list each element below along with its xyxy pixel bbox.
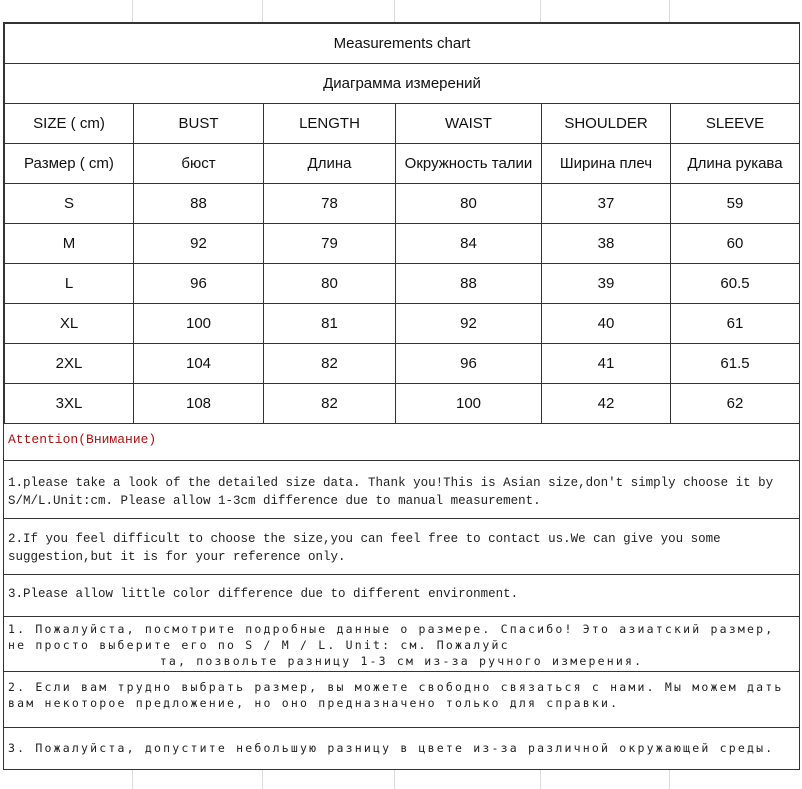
table-row — [5, 184, 800, 224]
header-cell: Длина рукава — [671, 144, 800, 184]
table-cell: 37 — [542, 184, 671, 224]
header-cell: SLEEVE — [671, 104, 800, 144]
table-cell: 88 — [396, 264, 542, 304]
size-cell: 2XL — [5, 344, 134, 384]
table-row — [5, 264, 800, 304]
chart-title-en: Measurements chart — [5, 24, 800, 64]
header-cell: LENGTH — [264, 104, 396, 144]
table-cell: 59 — [671, 184, 800, 224]
table-cell: 60 — [671, 224, 800, 264]
table-cell: 80 — [396, 184, 542, 224]
table-cell: 61.5 — [671, 344, 800, 384]
measurements-table — [4, 23, 800, 424]
table-cell: 80 — [264, 264, 396, 304]
table-cell: 39 — [542, 264, 671, 304]
header-cell: BUST — [134, 104, 264, 144]
size-cell: S — [5, 184, 134, 224]
table-cell: 62 — [671, 384, 800, 424]
table-cell: 96 — [396, 344, 542, 384]
table-cell: 100 — [134, 304, 264, 344]
note-en-3: 3.Please allow little color difference due to different environment. — [4, 575, 799, 617]
table-cell: 60.5 — [671, 264, 800, 304]
attention-heading: Attention(Внимание) — [4, 421, 799, 461]
size-chart-sheet — [3, 22, 800, 770]
table-cell: 92 — [396, 304, 542, 344]
note-ru-3: 3. Пожалуйста, допустите небольшую разницу в цвете из-за различной окружающей среды. — [8, 741, 775, 755]
table-cell: 41 — [542, 344, 671, 384]
table-cell: 88 — [134, 184, 264, 224]
table-cell: 81 — [264, 304, 396, 344]
size-cell: L — [5, 264, 134, 304]
table-cell: 92 — [134, 224, 264, 264]
note-ru-2: 2. Если вам трудно выбрать размер, вы можете свободно связаться с нами. Мы можем дать вам некоторое предложение, но оно предназначено только для справки. — [4, 672, 799, 728]
table-cell: 40 — [542, 304, 671, 344]
table-cell: 104 — [134, 344, 264, 384]
header-cell: Длина — [264, 144, 396, 184]
table-cell: 96 — [134, 264, 264, 304]
notes-section — [4, 421, 799, 783]
header-cell: Окружность талии — [396, 144, 542, 184]
table-row — [5, 384, 800, 424]
size-cell: 3XL — [5, 384, 134, 424]
note-en-1: 1.please take a look of the detailed size data. Thank you!This is Asian size,don't simply choose it by S/M/L.Unit:cm. Please allow 1-3cm difference due to manual measurement. — [4, 461, 799, 519]
table-cell: 100 — [396, 384, 542, 424]
header-row-en — [5, 104, 800, 144]
table-cell: 82 — [264, 384, 396, 424]
table-cell: 82 — [264, 344, 396, 384]
size-cell: M — [5, 224, 134, 264]
chart-title-ru: Диаграмма измерений — [5, 64, 800, 104]
table-cell: 42 — [542, 384, 671, 424]
note-ru-1 — [4, 617, 799, 672]
table-cell: 108 — [134, 384, 264, 424]
table-cell: 78 — [264, 184, 396, 224]
table-cell: 61 — [671, 304, 800, 344]
table-cell: 38 — [542, 224, 671, 264]
table-row — [5, 224, 800, 264]
header-cell: WAIST — [396, 104, 542, 144]
header-cell: SIZE ( cm) — [5, 104, 134, 144]
header-cell: SHOULDER — [542, 104, 671, 144]
header-row-ru — [5, 144, 800, 184]
note-ru-1-line-a: 1. Пожалуйста, посмотрите подробные данные о размере. Спасибо! Это азиатский размер, не просто выберите его по S / M / L. Unit: см. Пожалуйс — [8, 622, 775, 652]
header-cell: Размер ( cm) — [5, 144, 134, 184]
table-row — [5, 344, 800, 384]
table-cell: 84 — [396, 224, 542, 264]
note-ru-1-line-b: та, позвольте разницу 1-3 см из-за ручного измерения. — [159, 654, 644, 668]
header-cell: бюст — [134, 144, 264, 184]
header-cell: Ширина плеч — [542, 144, 671, 184]
size-cell: XL — [5, 304, 134, 344]
table-cell: 79 — [264, 224, 396, 264]
table-row — [5, 304, 800, 344]
note-en-2: 2.If you feel difficult to choose the size,you can feel free to contact us.We can give you some suggestion,but it is for your reference only. — [4, 519, 799, 575]
